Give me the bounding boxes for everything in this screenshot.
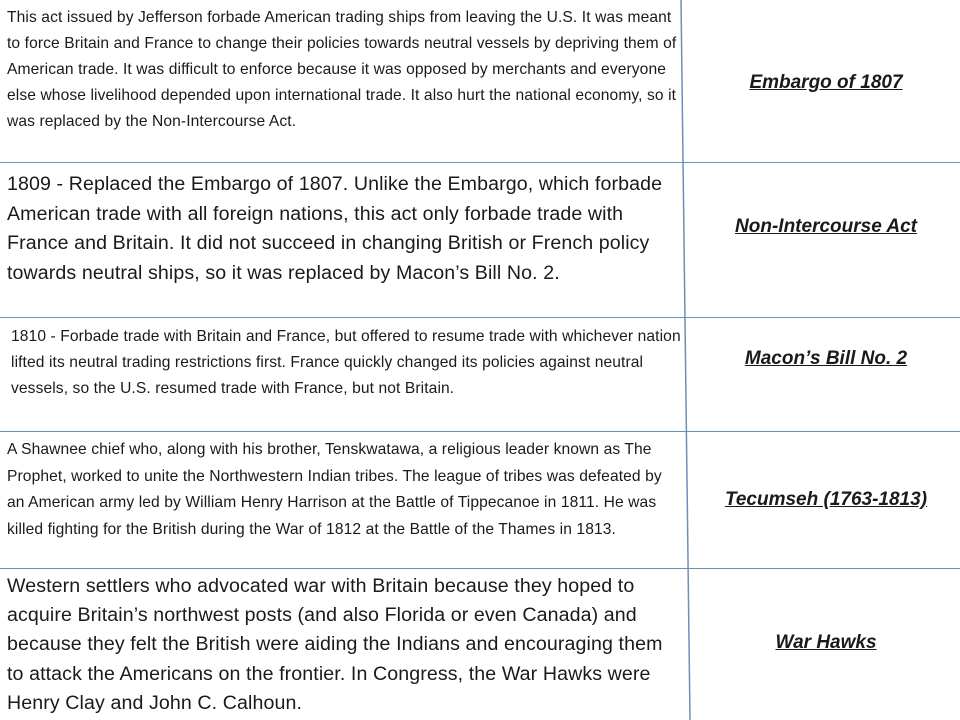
row-separator	[0, 568, 960, 569]
row-term: Embargo of 1807	[749, 72, 903, 93]
row-separator	[0, 431, 960, 432]
row-description: Western settlers who advocated war with Britain because they hoped to acquire Britain’s northwest posts (and also Florida or even Canada) and because they felt the British were aiding the Indians and encouraging them to attack the Americans on the frontier. In Congress, the War Hawks were Henry Clay and John C. Calhoun.	[7, 575, 663, 714]
row-description: This act issued by Jefferson forbade American trading ships from leaving the U.S. It was meant to force Britain and France to change their policies towards neutral vessels by depriving them of American trade. It was difficult to enforce because it was opposed by merchants and everyone else whose livelihood depended upon international trade. It also hurt the national economy, so it was replaced by the Non-Intercourse Act.	[7, 9, 677, 130]
row-term: Tecumseh (1763-1813)	[724, 489, 928, 510]
row-term: Macon’s Bill No. 2	[744, 348, 908, 369]
row-description: 1810 - Forbade trade with Britain and France, but offered to resume trade with whichever nation lifted its neutral trading restrictions first. France quickly changed its policies against neutral vessels, so the U.S. resumed trade with France, but not Britain.	[11, 328, 681, 397]
row-separator	[0, 317, 960, 318]
row-separator	[0, 162, 960, 163]
row-description: 1809 - Replaced the Embargo of 1807. Unlike the Embargo, which forbade American trade with all foreign nations, this act only forbade trade with France and Britain. It did not succeed in changing British or French policy towards neutral ships, so it was replaced by Macon’s Bill No. 2.	[7, 173, 663, 284]
row-description: A Shawnee chief who, along with his brother, Tenskwatawa, a religious leader known as The Prophet, worked to unite the Northwestern Indian tribes. The league of tribes was defeated by an American army led by William Henry Harrison at the Battle of Tippecanoe in 1811. He was killed fighting for the British during the War of 1812 at the Battle of the Thames in 1813.	[7, 441, 662, 538]
row-term: Non-Intercourse Act	[735, 216, 917, 237]
row-term: War Hawks	[775, 632, 877, 653]
